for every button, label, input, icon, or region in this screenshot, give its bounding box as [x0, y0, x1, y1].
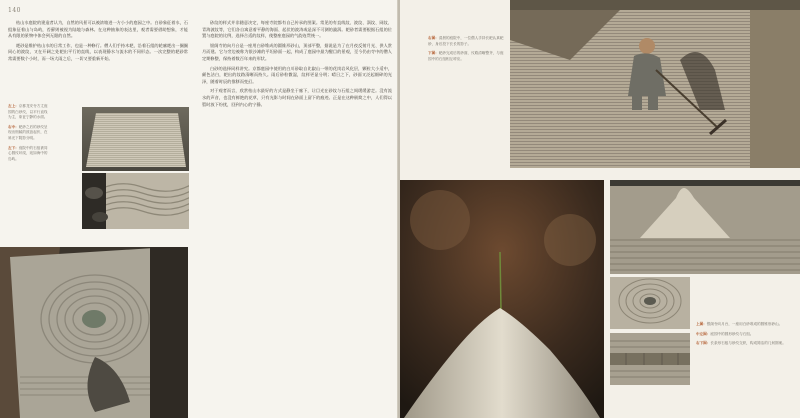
- page-number: 140: [8, 7, 21, 14]
- left-page: [0, 0, 398, 418]
- left-column-text: [8, 20, 188, 66]
- middle-column-text: [202, 20, 392, 111]
- right-captions-bottom: 上图：银阁寺向月台，一座用白砂堆成的圆锥形砂山。 中左图：庭园中的圆形砂纹与石组。 右下图：长条形石板与砂纹交织，构成简洁的几何图案。: [696, 322, 786, 346]
- paragraph: 砂纹的样式并非随意决定，每座寺院都有自己传承的图案。常见的有直线纹、波纹、涡纹、网纹、青海波纹等，它们各自寓意着平静的海面、起伏的波涛或是深不可测的漩涡。耙砂者需要根据石组的位置与庭院的比例，选择合适的纹样，使整座庭园的气韵连贯统一。: [202, 20, 392, 39]
- paragraph: 白砂的选择同样讲究。京都庭园中使用的白川砂取自比叡山一带的花岗岩风化层，颗粒大小适中，颜色洁白，耙出的纹路清晰而持久。雨后砂粒微湿，纹样更显分明；晴日之下，砂面又泛起细碎的光泽，随着时辰的推移而变幻。: [202, 65, 392, 84]
- photo-cone-garden: [610, 180, 800, 274]
- right-captions-top: 右图：清晨的庭院中，一位僧人手持长耙认真耙砂，身后投下长长的影子。 下图：耙砂完成后的砂面，纹路清晰整齐，与庭园中的石组相互呼应。: [428, 36, 504, 61]
- photo-raked-sand-plain: [82, 107, 189, 171]
- paragraph: 对于观者而言，欣赏枯山水最好的方式是静坐于廊下，让目光在砂纹与石组之间缓缓游走。没有流水的声音，也没有鲜艳的花草，只有光影与时间在砂面上留下的痕迹。正是在这种极简之中，人们得以暂时放下纷扰，回到内心的宁静。: [202, 88, 392, 107]
- right-page: [400, 0, 800, 418]
- photo-circle-ripples: [610, 277, 690, 329]
- left-captions: 左上：京都龙安寺方丈庭园的白砂纹，以平行直线为主，象征宁静的水面。 右中：耙砂之后的砂纹呈现出细腻的波浪起伏，在斜光下阴影分明。 左下：庭院中的石组被同心圆纹环绕，宛如海中的岛屿。: [8, 104, 48, 161]
- photo-stone-slabs: [610, 333, 690, 385]
- paragraph: 耙砂是维护枯山水的日常工作，也是一种修行。僧人们手持木耙，沿着石组的轮廓耙出一圈圈同心的波纹，又在开阔之处耙出平行的直线，以表现静水与流水的不同形态。一次完整的耙砂常常需要数个小时，而一场大雨之后，一切又要重新开始。: [8, 42, 188, 61]
- photo-sand-cone-closeup: [400, 180, 604, 418]
- photo-rock-garden-circles: [0, 247, 188, 418]
- paragraph: 枯山水庭院的建造者认为，自然的风景可以被浓缩进一方小小的庭园之中。白砂象征着水，石组象征着山与岛屿，苔藓则被视为陆地与森林。在这种抽象的表达里，观者需要借助想象，才能从有限的景物中体会到无限的自然。: [8, 20, 188, 39]
- photo-monk-raking: [510, 0, 800, 168]
- paragraph: 银阁寺的向月台是一座用白砂堆成的圆锥形砂山，顶部平整，据说是为了在月夜反射月光、供人赏月而建。它与旁边被称为银沙滩的平坦砂面一起，构成了庭园中最为醒目的景观，至今仍由寺中的僧人定期修整，保持着数百年来的形状。: [202, 42, 392, 61]
- photo-ripple-pattern: [82, 173, 189, 229]
